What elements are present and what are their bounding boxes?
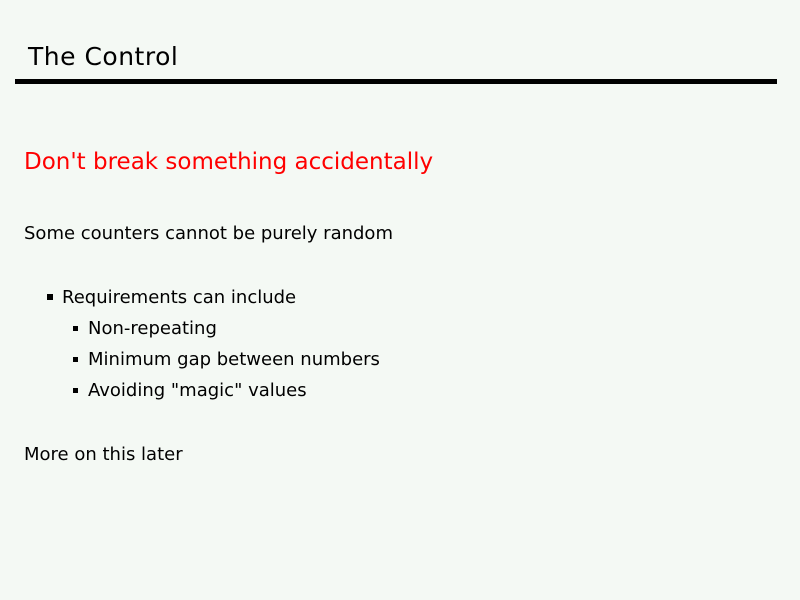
bullet-item-label: Minimum gap between numbers — [88, 348, 380, 370]
title-underline-rule — [15, 79, 777, 84]
square-bullet-icon — [73, 357, 78, 362]
square-bullet-icon — [73, 388, 78, 393]
intro-text: Some counters cannot be purely random — [24, 223, 393, 244]
slide-title: The Control — [28, 42, 179, 71]
footer-text: More on this later — [24, 444, 183, 465]
bullet-item-level2 — [73, 317, 217, 339]
bullet-item-level1 — [47, 286, 296, 308]
bullet-item-label: Non-repeating — [88, 317, 217, 339]
square-bullet-icon — [73, 326, 78, 331]
bullet-item-label: Requirements can include — [62, 286, 297, 308]
slide-heading: Don't break something accidentally — [24, 149, 434, 175]
bullet-item-label: Avoiding "magic" values — [88, 379, 307, 401]
bullet-item-level2 — [73, 379, 307, 401]
bullet-item-level2 — [73, 348, 380, 370]
square-bullet-icon — [47, 294, 53, 300]
